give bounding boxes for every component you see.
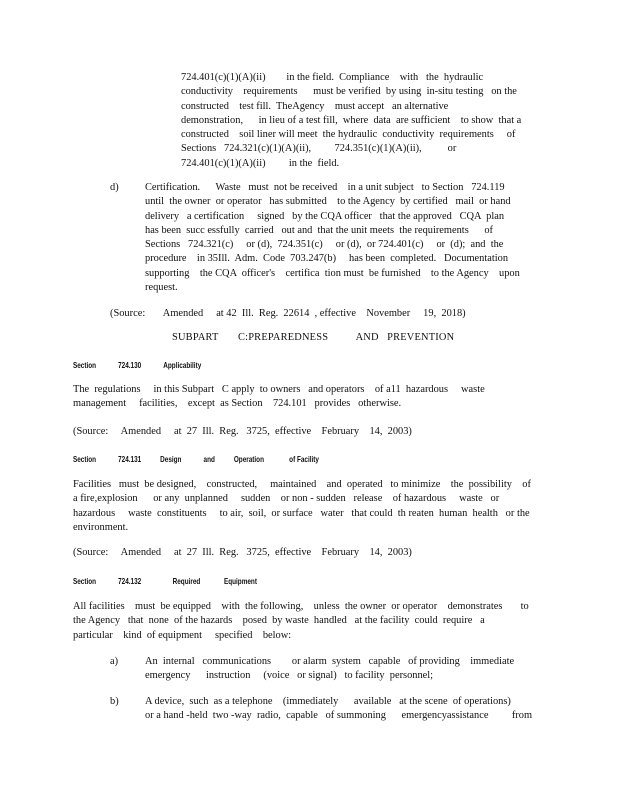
- text-line: All facilities must be equipped with the following, unless the owner or operator demonstrates to: [73, 601, 529, 612]
- text-line: Certification. Waste must not be received in a unit subject to Section 724.119: [145, 182, 505, 193]
- certification-paragraph: [145, 181, 539, 295]
- section-title-word: Design: [160, 455, 182, 464]
- source-note: (Source: Amended at 27 Ill. Reg. 3725, effective February 14, 2003): [73, 547, 412, 558]
- section-heading: [73, 361, 201, 370]
- section-number: 724.132: [118, 577, 142, 586]
- text-line: constructed soil liner will meet the hydraulic conductivity requirements of: [181, 129, 516, 141]
- text-line: conductivity requirements must be verified by using in-situ testing on the: [181, 86, 517, 98]
- section-paragraph: [73, 478, 539, 535]
- section-label: Section: [73, 577, 97, 586]
- section-label: Section: [73, 361, 97, 370]
- text-line: 724.401(c)(1)(A)(ii) in the field. Compliance with the hydraulic: [181, 72, 484, 83]
- text-line: environment.: [73, 521, 129, 533]
- text-line: the Agency that none of the hazards posed by waste handled at the facility could require a: [73, 615, 485, 627]
- text-line: An internal communications or alarm system capable of providing immediate: [145, 656, 515, 667]
- section-heading: [73, 577, 257, 586]
- section-title: Applicability: [163, 361, 202, 370]
- section-title-word: Operation: [233, 455, 264, 464]
- section-title-word: Required: [172, 577, 201, 586]
- text-line: particular kind of equipment specified below:: [73, 629, 292, 641]
- text-line: Facilities must be designed, constructed, maintained and operated to minimize the possibility of: [73, 479, 531, 490]
- section-title-word: of Facility: [289, 455, 319, 464]
- section-label: Section: [73, 455, 97, 464]
- item-marker-b: b): [110, 696, 119, 707]
- text-line: demonstration, in lieu of a test fill, where data are sufficient to show that a: [181, 114, 522, 126]
- source-note: (Source: Amended at 27 Ill. Reg. 3725, effective February 14, 2003): [73, 426, 412, 437]
- section-title-word: Equipment: [223, 577, 257, 586]
- subpart-heading: SUBPART C:PREPAREDNESS AND PREVENTION: [172, 332, 455, 343]
- section-number: 724.130: [118, 361, 142, 370]
- section-title-word: and: [203, 455, 215, 464]
- text-line: supporting the CQA officer's certifica tion must be furnished to the Agency upon: [145, 267, 520, 279]
- source-note: (Source: Amended at 42 Ill. Reg. 22614 , effective November 19, 2018): [110, 308, 466, 319]
- text-line: management facilities, except as Section 724.101 provides otherwise.: [73, 398, 402, 410]
- section-paragraph: [73, 383, 539, 412]
- section-paragraph: [73, 600, 539, 643]
- top-continuation-paragraph: [181, 71, 539, 171]
- text-line: until the owner or operator has submitted to the Agency by certified mail or hand: [145, 196, 511, 208]
- text-line: hazardous waste constituents to air, soil, or surface water that could th reaten human health or the: [73, 507, 530, 519]
- text-line: request.: [145, 282, 178, 294]
- section-number: 724.131: [118, 455, 142, 464]
- text-line: 724.401(c)(1)(A)(ii) in the field.: [181, 157, 340, 169]
- item-marker-a: a): [110, 656, 119, 667]
- text-line: The regulations in this Subpart C apply to owners and operators of a11 hazardous waste: [73, 384, 485, 395]
- text-line: delivery a certification signed by the CQA officer that the approved CQA plan: [145, 210, 505, 222]
- list-item-paragraph: [145, 655, 539, 684]
- text-line: or a hand -held two -way radio, capable of summoning emergencyassistance from: [145, 710, 533, 722]
- section-heading: [73, 455, 319, 464]
- text-line: Sections 724.321(c) or (d), 724.351(c) or (d), or 724.401(c) or (d); and the: [145, 239, 504, 251]
- text-line: A device, such as a telephone (immediately available at the scene of operations): [145, 696, 511, 707]
- text-line: has been succ essfully carried out and that the unit meets the requirements of: [145, 224, 493, 236]
- list-item-paragraph: [145, 695, 539, 724]
- item-marker-d: d): [110, 182, 119, 193]
- text-line: emergency instruction (voice or signal) to facility personnel;: [145, 670, 434, 682]
- text-line: Sections 724.321(c)(1)(A)(ii), 724.351(c)(1)(A)(ii), or: [181, 143, 457, 155]
- text-line: procedure in 35Ill. Adm. Code 703.247(b) has been completed. Documentation: [145, 253, 509, 265]
- text-line: a fire,explosion or any unplanned sudden or non - sudden release of hazardous waste or: [73, 493, 500, 505]
- text-line: constructed test fill. TheAgency must accept an alternative: [181, 100, 449, 112]
